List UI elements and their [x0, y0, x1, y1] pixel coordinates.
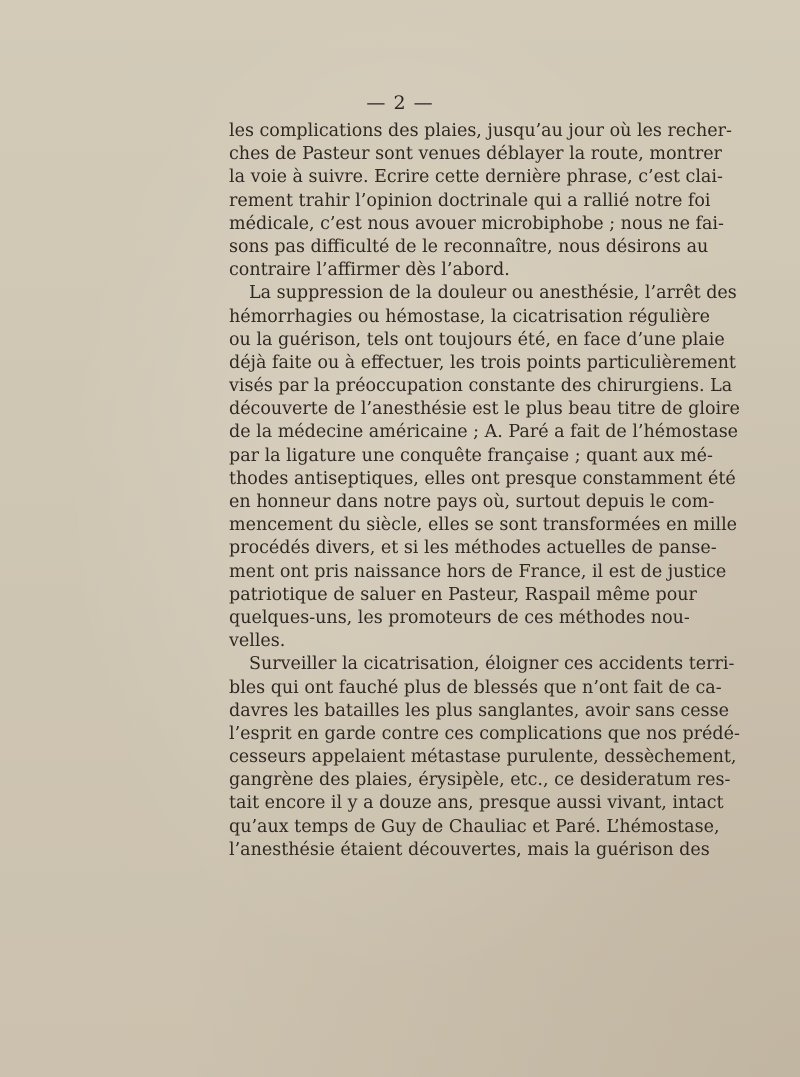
text-line: davres les batailles les plus sanglantes, avoir sans cesse [229, 700, 729, 721]
text-line: gangrène des plaies, érysipèle, etc., ce desideratum res- [229, 770, 731, 791]
text-line: ches de Pasteur sont venues déblayer la route, montrer [229, 144, 722, 165]
text-line: par la ligature une conquête française ; quant aux mé- [229, 445, 713, 466]
text-line: déjà faite ou à effectuer, les trois points particulièrement [229, 352, 736, 373]
text-line: l’esprit en garde contre ces complications que nos prédé- [229, 723, 740, 744]
text-line: bles qui ont fauché plus de blessés que n’ont fait de ca- [229, 677, 722, 698]
text-line: en honneur dans notre pays où, surtout depuis le com- [229, 492, 715, 512]
text-line: tait encore il y a douze ans, presque aussi vivant, intact [229, 793, 724, 814]
text-line: médicale, c’est nous avouer microbiphobe ; nous ne fai- [229, 213, 724, 234]
paragraph-1 [229, 120, 732, 282]
text-line: procédés divers, et si les méthodes actuelles de panse- [229, 538, 717, 559]
paragraph-3 [229, 653, 740, 862]
text-line: visés par la préoccupation constante des chirurgiens. La [229, 376, 733, 397]
body-text [229, 120, 740, 862]
text-line: cesseurs appelaient métastase purulente, dessèchement, [229, 747, 737, 768]
text-line: l’anesthésie étaient découvertes, mais la guérison des [229, 839, 710, 860]
paragraph-2 [229, 282, 740, 653]
page-number: — 2 — [366, 92, 434, 114]
text-line: ou la guérison, tels ont toujours été, en face d’une plaie [229, 329, 725, 350]
text-line: velles. [229, 631, 286, 652]
text-line: la voie à suivre. Ecrire cette dernière phrase, c’est clai- [229, 167, 723, 188]
text-line: les complications des plaies, jusqu’au jour où les recher- [229, 121, 732, 141]
text-line: rement trahir l’opinion doctrinale qui a rallié notre foi [229, 190, 711, 211]
text-line: sons pas difficulté de le reconnaître, nous désirons au [229, 236, 709, 257]
text-line: La suppression de la douleur ou anesthésie, l’arrêt des [249, 283, 737, 304]
text-line: découverte de l’anesthésie est le plus beau titre de gloire [229, 399, 740, 420]
text-line: Surveiller la cicatrisation, éloigner ces accidents terri- [249, 654, 735, 675]
text-line: ment ont pris naissance hors de France, il est de justice [229, 561, 727, 582]
text-line: quelques-uns, les promoteurs de ces méthodes nou- [229, 607, 690, 628]
text-line: thodes antiseptiques, elles ont presque constamment été [229, 468, 736, 489]
text-line: hémorrhagies ou hémostase, la cicatrisation régulière [229, 306, 711, 327]
text-line: patriotique de saluer en Pasteur, Raspail même pour [229, 584, 697, 605]
text-line: qu’aux temps de Guy de Chauliac et Paré. L’hémostase, [229, 816, 720, 837]
text-line: contraire l’affirmer dès l’abord. [229, 260, 510, 281]
text-line: mencement du siècle, elles se sont transformées en mille [229, 515, 738, 536]
text-line: de la médecine américaine ; A. Paré a fait de l’hémostase [229, 422, 739, 443]
